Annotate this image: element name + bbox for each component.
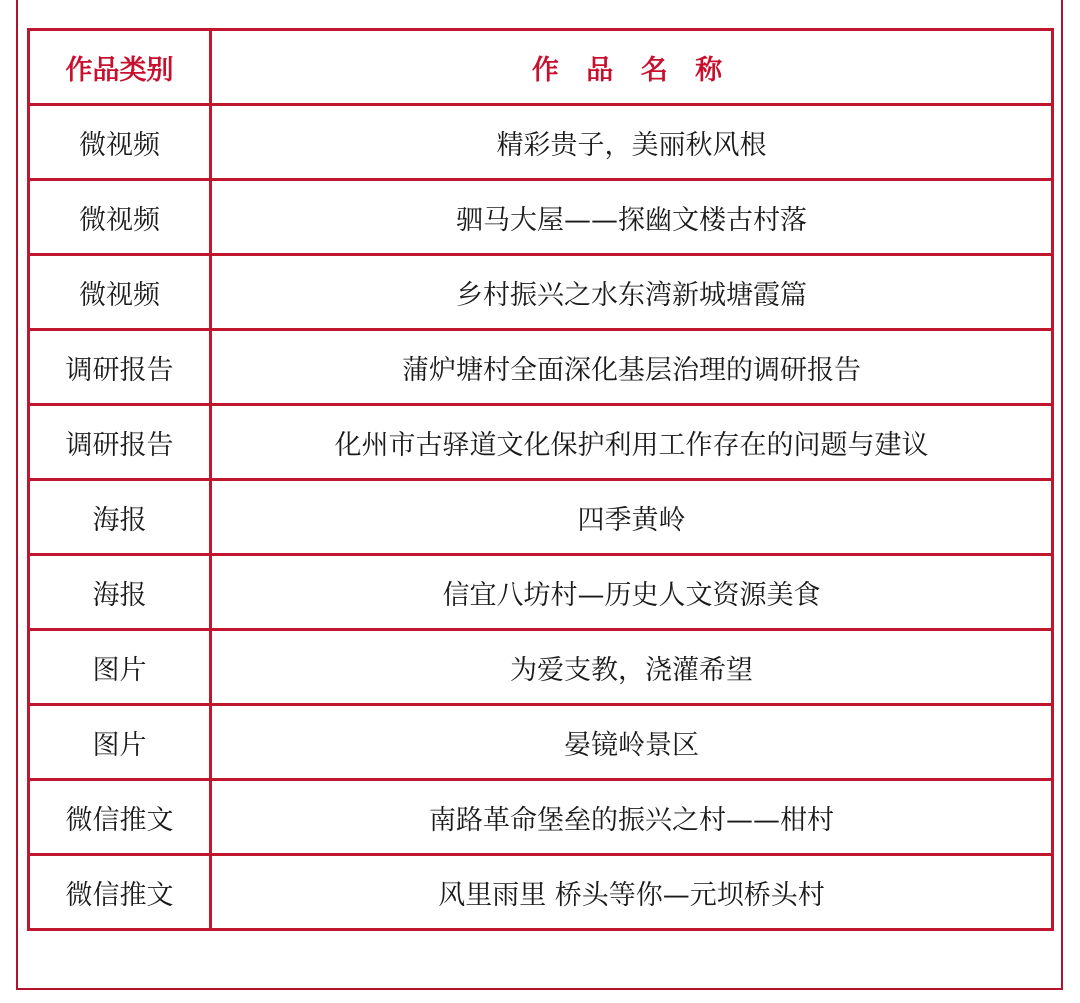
work-name-cell: 化州市古驿道文化保护利用工作存在的问题与建议 [211, 405, 1053, 480]
table-row [29, 780, 1053, 855]
frame-line-left [16, 0, 18, 990]
table-row [29, 630, 1053, 705]
category-cell: 图片 [29, 630, 211, 705]
table-row [29, 480, 1053, 555]
table-row [29, 405, 1053, 480]
category-cell: 海报 [29, 480, 211, 555]
work-name-cell: 乡村振兴之水东湾新城塘霞篇 [211, 255, 1053, 330]
work-name-cell: 风里雨里 桥头等你—元坝桥头村 [211, 855, 1053, 930]
category-cell: 微视频 [29, 105, 211, 180]
frame-line-right [1061, 0, 1063, 990]
name-column-header: 作 品 名 称 [211, 30, 1053, 105]
table-row [29, 705, 1053, 780]
table-row [29, 855, 1053, 930]
category-cell: 微信推文 [29, 855, 211, 930]
table-row [29, 555, 1053, 630]
work-name-cell: 驷马大屋——探幽文楼古村落 [211, 180, 1053, 255]
table-row [29, 105, 1053, 180]
table-row [29, 330, 1053, 405]
category-cell: 海报 [29, 555, 211, 630]
work-name-cell: 晏镜岭景区 [211, 705, 1053, 780]
category-cell: 调研报告 [29, 330, 211, 405]
works-table [27, 28, 1054, 931]
category-column-header: 作品类别 [29, 30, 211, 105]
work-name-cell: 四季黄岭 [211, 480, 1053, 555]
category-cell: 微视频 [29, 255, 211, 330]
category-cell: 图片 [29, 705, 211, 780]
table-row [29, 180, 1053, 255]
category-cell: 调研报告 [29, 405, 211, 480]
work-name-cell: 精彩贵子，美丽秋风根 [211, 105, 1053, 180]
work-name-cell: 为爱支教，浇灌希望 [211, 630, 1053, 705]
frame-line-bottom [16, 988, 1063, 990]
work-name-cell: 南路革命堡垒的振兴之村——柑村 [211, 780, 1053, 855]
category-cell: 微视频 [29, 180, 211, 255]
table-header-row [29, 30, 1053, 105]
table-row [29, 255, 1053, 330]
work-name-cell: 信宜八坊村—历史人文资源美食 [211, 555, 1053, 630]
work-name-cell: 蒲炉塘村全面深化基层治理的调研报告 [211, 330, 1053, 405]
category-cell: 微信推文 [29, 780, 211, 855]
